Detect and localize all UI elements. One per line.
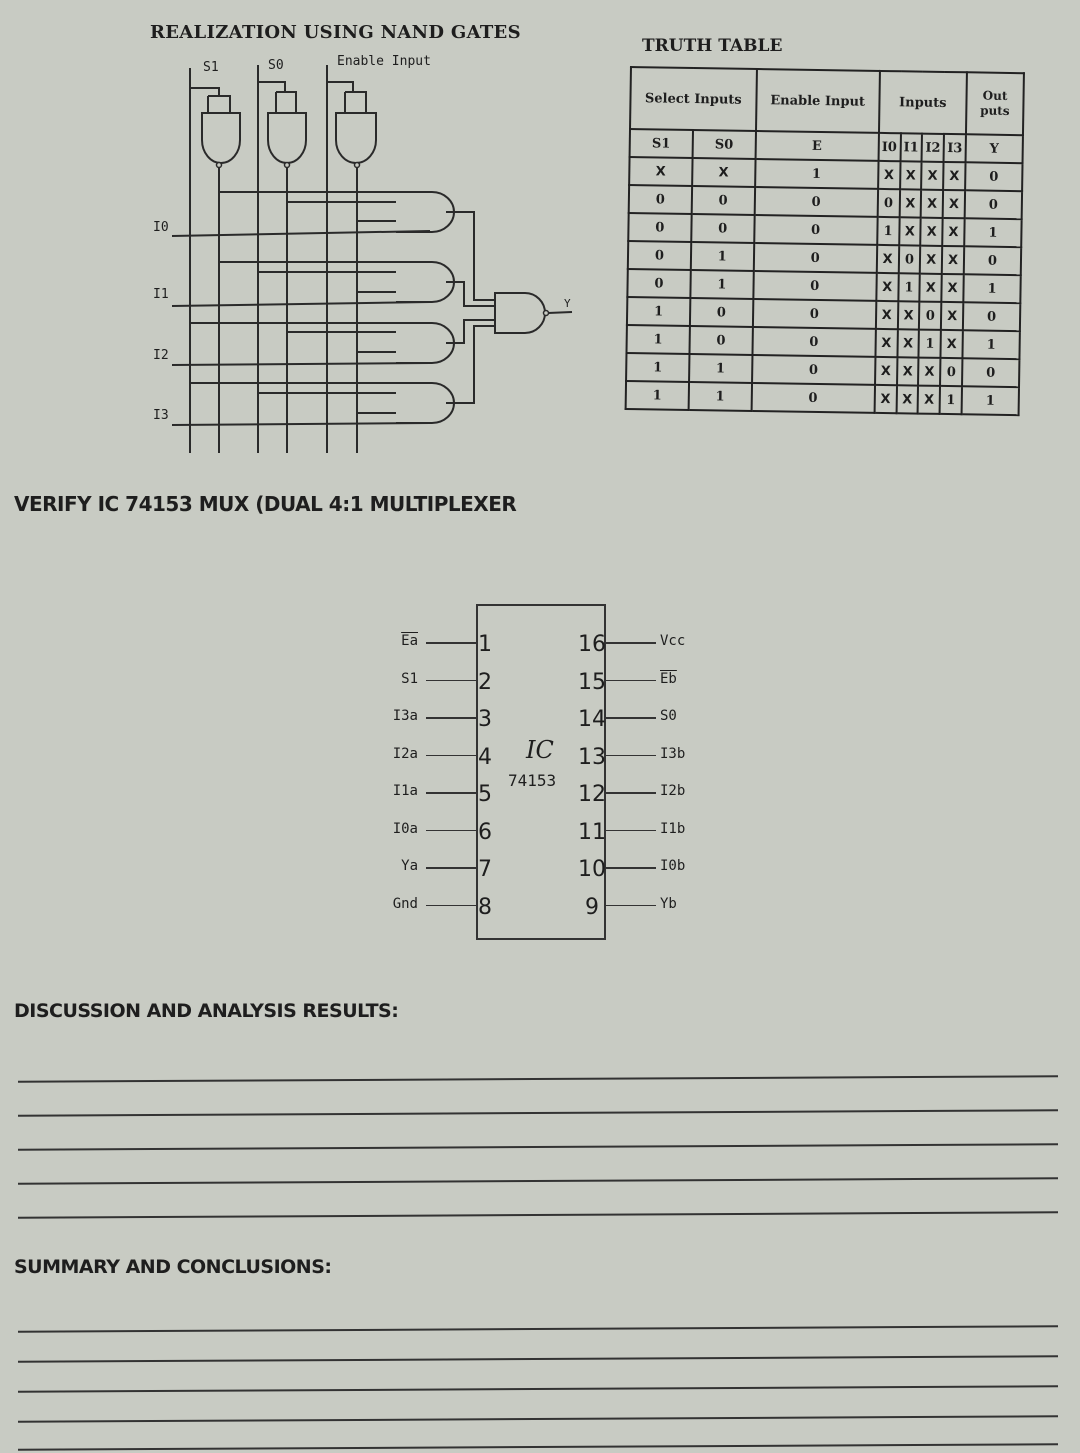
ic-label: IC [526, 736, 554, 764]
label-enable-input: Enable Input [337, 54, 431, 69]
label-s0: S0 [268, 58, 284, 73]
table-cell: 0 [752, 355, 876, 385]
pin-label-left: I1a [392, 783, 418, 799]
ic-number: 74153 [508, 771, 557, 790]
writing-line [18, 1109, 1058, 1116]
table-cell: 1 [755, 159, 879, 189]
table-cell: 0 [940, 358, 962, 386]
pin-number-left: 2 [478, 669, 492, 695]
table-cell: 0 [965, 162, 1022, 191]
table-cell: 1 [627, 297, 690, 326]
column-header-s1: S1 [630, 129, 693, 158]
writing-line [18, 1443, 1058, 1450]
pin-label-right: $\overline{Eb}$ [660, 670, 677, 687]
pin-label-right: Yb [660, 895, 677, 912]
header-enable-input: Enable Input [756, 69, 880, 133]
table-cell: X [876, 301, 898, 329]
summary-title: SUMMARY AND CONCLUSIONS: [14, 1256, 332, 1278]
pin-lead-left [426, 867, 476, 869]
table-cell: X [899, 217, 921, 245]
table-cell: 0 [898, 245, 920, 273]
table-cell: 0 [962, 358, 1019, 387]
pin-number-right: 10 [578, 857, 606, 882]
pin-number-left: 5 [478, 782, 492, 807]
pin-lead-left [426, 755, 476, 757]
table-cell: 1 [940, 386, 962, 414]
writing-line [18, 1211, 1058, 1218]
table-cell: X [896, 385, 918, 413]
table-cell: 1 [626, 353, 689, 382]
table-cell: X [875, 357, 897, 385]
pin-number-right: 12 [578, 782, 606, 807]
pin-label-right: Vcc [660, 633, 686, 649]
table-cell: X [918, 358, 940, 386]
table-cell: X [942, 246, 964, 274]
nand-section-title: REALIZATION USING NAND GATES [150, 22, 521, 43]
writing-line [18, 1385, 1058, 1392]
table-cell: X [943, 190, 965, 218]
table-cell: 1 [919, 330, 941, 358]
pin-number-right: 9 [585, 894, 599, 920]
table-row [626, 381, 1019, 415]
table-cell: X [876, 245, 898, 273]
writing-line [18, 1143, 1058, 1150]
column-header-y: Y [966, 134, 1023, 163]
column-header-e: E [755, 131, 879, 161]
label-i3: I3 [153, 408, 169, 423]
table-cell: 0 [964, 246, 1021, 275]
pin-label-left: I3a [392, 708, 418, 724]
table-cell: 0 [691, 186, 754, 215]
table-cell: 0 [753, 299, 877, 329]
table-cell: 0 [753, 243, 877, 273]
table-cell: 0 [752, 327, 876, 357]
table-cell: 1 [962, 330, 1019, 359]
pin-number-right: 15 [578, 669, 606, 695]
pin-number-left: 4 [478, 744, 492, 770]
table-cell: 1 [964, 218, 1021, 247]
pin-lead-left [426, 717, 476, 719]
table-cell: X [692, 158, 755, 187]
pin-number-left: 6 [478, 819, 492, 845]
writing-line [18, 1415, 1058, 1422]
column-header-i1: I1 [900, 133, 922, 161]
pin-lead-right [606, 792, 656, 794]
pin-lead-right [606, 680, 656, 682]
table-cell: 0 [965, 190, 1022, 219]
pin-lead-left [426, 642, 476, 644]
table-cell: 0 [963, 302, 1020, 331]
table-cell: 0 [690, 298, 753, 327]
table-cell: X [900, 161, 922, 189]
pin-label-left: Ya [401, 858, 418, 874]
table-cell: 1 [626, 325, 689, 354]
label-i2: I2 [153, 348, 169, 363]
table-cell: 1 [690, 270, 753, 299]
label-i0: I0 [153, 220, 169, 235]
writing-line [18, 1177, 1058, 1184]
writing-line [18, 1325, 1058, 1332]
table-cell: X [941, 302, 963, 330]
table-cell: X [897, 357, 919, 385]
table-cell: X [878, 161, 900, 189]
discussion-title: DISCUSSION AND ANALYSIS RESULTS: [14, 1000, 399, 1022]
table-cell: X [942, 218, 964, 246]
pin-number-left: 8 [478, 894, 492, 920]
writing-line [18, 1355, 1058, 1362]
table-cell: X [876, 273, 898, 301]
table-cell: X [921, 162, 943, 190]
column-header-i2: I2 [922, 134, 944, 162]
pin-label-right: I0b [660, 858, 686, 874]
table-cell: X [921, 190, 943, 218]
table-cell: X [941, 274, 963, 302]
pin-number-left: 1 [478, 632, 492, 657]
pin-label-left: I0a [392, 820, 418, 837]
pin-label-left: I2a [392, 745, 418, 762]
pin-lead-left [426, 830, 476, 832]
table-cell: 0 [628, 213, 691, 242]
label-i1: I1 [153, 287, 169, 302]
table-cell: X [920, 246, 942, 274]
table-cell: 1 [962, 386, 1019, 415]
table-cell: X [918, 386, 940, 414]
pin-lead-right [606, 642, 656, 644]
table-cell: 1 [691, 242, 754, 271]
pin-label-left: Gnd [392, 895, 418, 912]
table-cell: 1 [626, 381, 689, 410]
header-outputs: Out puts [966, 72, 1024, 135]
truth-table [625, 66, 1025, 416]
label-s1: S1 [203, 60, 219, 75]
pin-lead-right [606, 717, 656, 719]
table-cell: 0 [754, 187, 878, 217]
pin-lead-right [606, 867, 656, 869]
truth-table-title: TRUTH TABLE [642, 36, 783, 56]
pin-number-right: 11 [578, 819, 606, 845]
table-cell: X [629, 157, 692, 186]
table-cell: 0 [877, 189, 899, 217]
table-cell: 0 [691, 214, 754, 243]
pin-lead-left [426, 905, 476, 907]
table-cell: 1 [688, 382, 751, 411]
pin-number-right: 13 [578, 744, 606, 770]
table-cell: 0 [689, 326, 752, 355]
table-cell: X [875, 329, 897, 357]
table-cell: 0 [628, 241, 691, 270]
header-inputs: Inputs [879, 71, 967, 134]
table-cell: 1 [898, 273, 920, 301]
pin-number-left: 3 [478, 707, 492, 732]
table-cell: 0 [629, 185, 692, 214]
table-cell: 0 [627, 269, 690, 298]
pin-label-left: S1 [401, 670, 418, 687]
table-cell: X [899, 189, 921, 217]
label-y-output: Y [564, 297, 571, 310]
column-header-i0: I0 [878, 133, 900, 161]
column-header-i3: I3 [944, 134, 966, 162]
table-cell: 1 [877, 217, 899, 245]
header-select-inputs: Select Inputs [630, 67, 757, 131]
writing-line [18, 1075, 1058, 1082]
column-header-s0: S0 [692, 130, 755, 159]
pin-label-right: I1b [660, 820, 686, 837]
pin-number-left: 7 [478, 857, 492, 882]
pin-number-right: 14 [578, 707, 606, 732]
pin-lead-right [606, 905, 656, 907]
table-cell: 0 [754, 215, 878, 245]
table-cell: 1 [963, 274, 1020, 303]
pin-label-left: $\overline{Ea}$ [401, 633, 418, 649]
table-cell: 0 [751, 383, 875, 413]
pin-label-right: I3b [660, 745, 686, 762]
pin-number-right: 16 [578, 632, 606, 657]
table-cell: X [921, 218, 943, 246]
pin-lead-right [606, 755, 656, 757]
pin-label-right: I2b [660, 783, 686, 799]
pin-lead-right [606, 830, 656, 832]
pin-lead-left [426, 680, 476, 682]
pin-lead-left [426, 792, 476, 794]
nand-circuit-diagram [0, 0, 600, 470]
table-cell: 0 [919, 302, 941, 330]
ic-section-title: VERIFY IC 74153 MUX (DUAL 4:1 MULTIPLEXER [14, 492, 517, 516]
table-cell: 1 [689, 354, 752, 383]
table-cell: X [897, 301, 919, 329]
table-cell: X [874, 385, 896, 413]
table-cell: X [941, 330, 963, 358]
table-cell: X [943, 162, 965, 190]
table-cell: 0 [753, 271, 877, 301]
table-cell: X [897, 329, 919, 357]
table-cell: X [920, 274, 942, 302]
pin-label-right: S0 [660, 708, 677, 724]
